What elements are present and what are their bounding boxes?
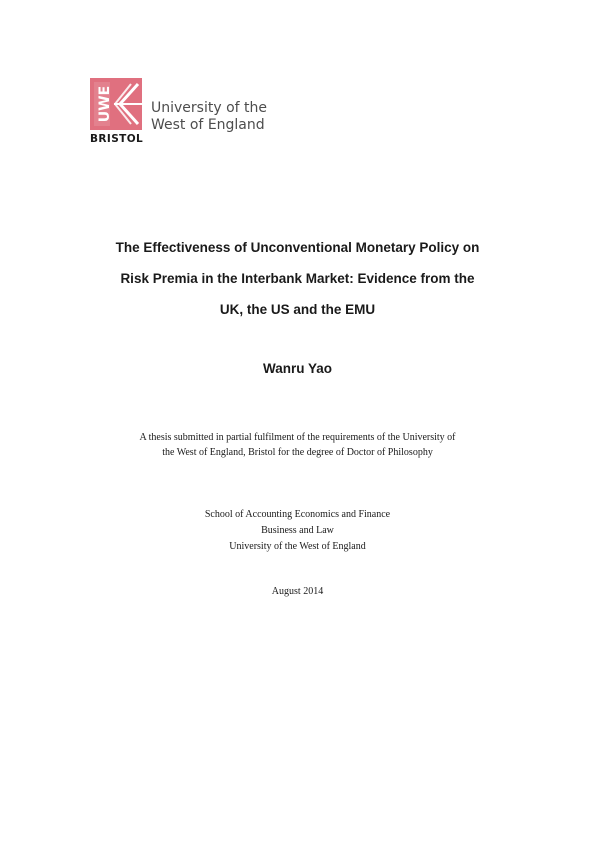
title-line-1: The Effectiveness of Unconventional Monetary Policy on [115,240,480,255]
logo-university-name [151,100,267,134]
author-name: Wanru Yao [262,361,333,376]
university-name: University of the West of England [229,541,366,552]
logo-name-line-1: University of the [151,100,267,116]
statement-line-1: A thesis submitted in partial fulfilment of the requirements of the University of [139,432,456,443]
title-line-3: UK, the US and the EMU [219,302,376,317]
logo-bristol-text: BRISTOL [90,133,144,145]
school-name: School of Accounting Economics and Finance [204,509,391,520]
uwe-logo-mark-icon [90,78,142,130]
logo-mark-text: UWE [97,85,113,123]
faculty-name: Business and Law [261,525,334,536]
affiliation-block [60,507,535,555]
degree-statement [60,430,535,460]
title-line-2: Risk Premia in the Interbank Market: Evidence from the [120,271,475,286]
submission-date: August 2014 [271,586,324,597]
university-logo [90,78,290,148]
statement-line-2: the West of England, Bristol for the degree of Doctor of Philosophy [162,447,433,458]
thesis-title [60,232,535,325]
logo-name-line-2: West of England [151,117,265,133]
